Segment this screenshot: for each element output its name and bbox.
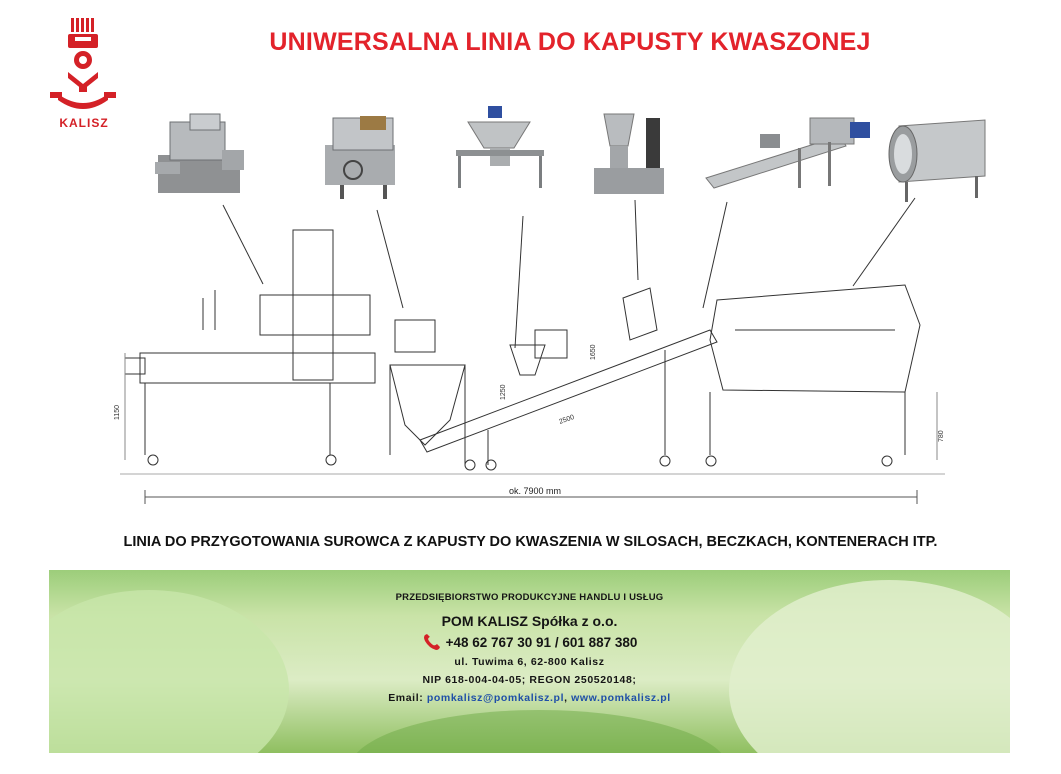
washer-body xyxy=(140,353,375,383)
address: ul. Tuwima 6, 62-800 Kalisz xyxy=(454,656,605,668)
phone-line xyxy=(49,633,1010,651)
email-label: Email: xyxy=(388,692,424,704)
diagram-dim-2: 1250 xyxy=(500,384,507,400)
phone-icon xyxy=(422,633,442,651)
line-diagram xyxy=(105,180,955,510)
website-link[interactable]: www.pomkalisz.pl xyxy=(571,692,671,704)
email-line: Email: pomkalisz@pomkalisz.pl, www.pomkalisz.pl xyxy=(388,692,671,704)
company-name: POM KALISZ Spółka z o.o. xyxy=(441,613,618,629)
cabbage-bg-bottom xyxy=(349,710,729,753)
contact-block xyxy=(49,592,1010,710)
diagram-dim-1: 1150 xyxy=(114,404,121,420)
arrow-3 xyxy=(515,216,523,348)
arrow-4 xyxy=(635,200,638,280)
diagram-length-label: ok. 7900 mm xyxy=(508,486,562,496)
diagram-dim-4: 1650 xyxy=(590,344,597,360)
diagram-dim-5: 780 xyxy=(938,430,945,442)
logo-text: KALISZ xyxy=(59,116,109,130)
phone-numbers[interactable]: +48 62 767 30 91 / 601 887 380 xyxy=(445,635,638,650)
nip-regon: NIP 618-004-04-05; REGON 250520148; xyxy=(422,674,637,686)
page-title: UNIWERSALNA LINIA DO KAPUSTY KWASZONEJ xyxy=(269,28,871,56)
email-link[interactable]: pomkalisz@pomkalisz.pl xyxy=(426,692,565,704)
arrow-5 xyxy=(703,202,727,308)
line-description: LINIA DO PRZYGOTOWANIA SUROWCA Z KAPUSTY DO KWASZENIA W SILOSACH, BECZKACH, KONTENERACH ITP. xyxy=(123,534,938,550)
arrow-1 xyxy=(223,205,263,284)
company-type: PRZEDSIĘBIORSTWO PRODUKCYJNE HANDLU I USŁUG xyxy=(395,592,664,603)
logo-emblem xyxy=(44,14,124,116)
diagram-dim-3: 2500 xyxy=(558,413,576,426)
pom-kalisz-logo xyxy=(44,14,124,132)
arrow-6 xyxy=(853,198,915,286)
contact-footer xyxy=(49,570,1010,753)
arrow-2 xyxy=(377,210,403,308)
